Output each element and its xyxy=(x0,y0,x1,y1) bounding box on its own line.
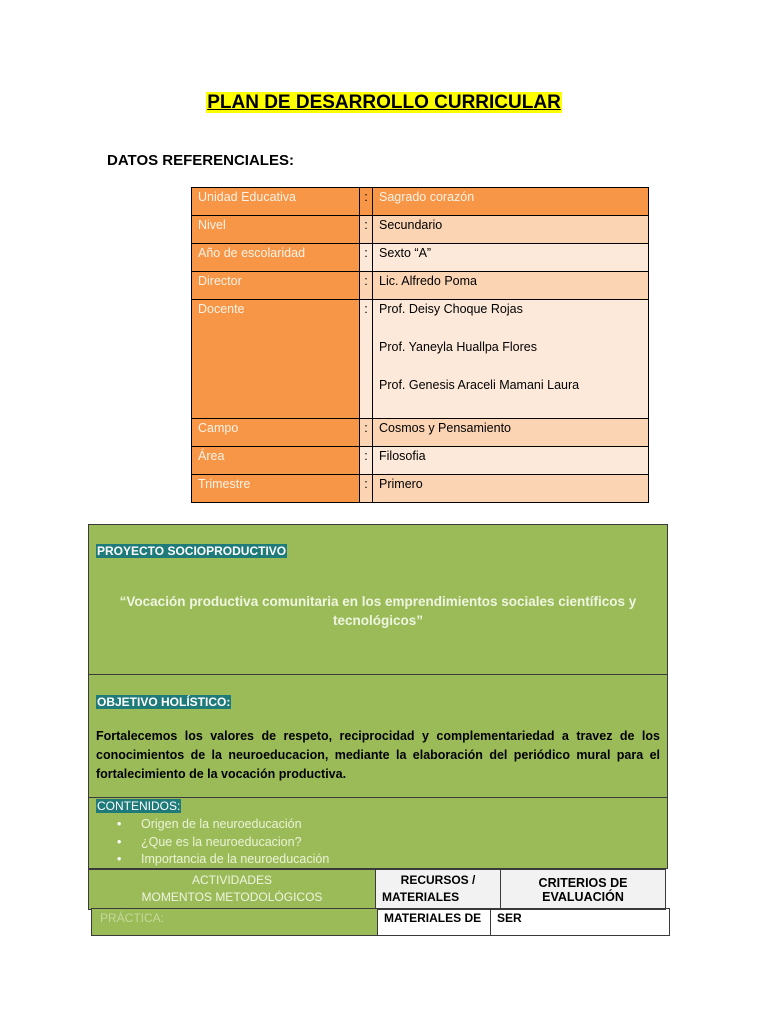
header-recursos-line2: MATERIALES xyxy=(382,890,460,904)
row-nivel xyxy=(192,216,649,244)
row-unidad-educativa xyxy=(192,188,649,216)
cell-practica: PRÁCTICA: xyxy=(92,909,378,936)
proyecto-label: PROYECTO SOCIOPRODUCTIVO xyxy=(97,544,287,558)
proyecto-text: “Vocación productiva comunitaria en los emprendimientos sociales científicos y tecnológicos” xyxy=(119,594,637,628)
document-title: PLAN DE DESARROLLO CURRICULAR xyxy=(207,92,561,113)
row-director xyxy=(192,272,649,300)
value-director: Lic. Alfredo Poma xyxy=(373,272,649,300)
cell-ser: SER xyxy=(491,909,670,936)
value-nivel: Secundario xyxy=(373,216,649,244)
header-recursos-line1: RECURSOS / xyxy=(400,873,476,887)
contenido-label: ¿Que es la neuroeducacion? xyxy=(141,834,302,849)
header-actividades-line2: MOMENTOS METODOLÓGICOS xyxy=(141,890,323,904)
label-area: Área xyxy=(192,447,360,475)
separator: : xyxy=(360,272,373,300)
contenido-label: Importancia de la neuroeducación xyxy=(141,852,330,866)
docente-name: Prof. Deisy Choque Rojas xyxy=(379,302,523,316)
value-docente-list xyxy=(373,300,649,419)
contenidos-list xyxy=(117,816,329,869)
row-trimestre xyxy=(192,475,649,503)
proyecto-section xyxy=(89,525,667,675)
table-row xyxy=(92,909,670,936)
label-director: Director xyxy=(192,272,360,300)
separator: : xyxy=(360,419,373,447)
actividades-table-header xyxy=(88,869,666,910)
objetivo-label: OBJETIVO HOLÍSTICO: xyxy=(97,695,231,709)
planning-block xyxy=(88,524,668,869)
row-anio-escolaridad xyxy=(192,244,649,272)
label-nivel: Nivel xyxy=(192,216,360,244)
bullet-icon: • xyxy=(117,834,122,849)
separator: : xyxy=(360,300,373,419)
separator: : xyxy=(360,216,373,244)
header-recursos xyxy=(376,870,501,910)
value-trimestre: Primero xyxy=(373,475,649,503)
contenidos-label: CONTENIDOS: xyxy=(97,799,181,813)
separator: : xyxy=(360,447,373,475)
label-docente: Docente xyxy=(192,300,360,419)
row-campo xyxy=(192,419,649,447)
value-area: Filosofia xyxy=(373,447,649,475)
value-unidad-educativa: Sagrado corazón xyxy=(373,188,649,216)
value-anio-escolaridad: Sexto “A” xyxy=(373,244,649,272)
objetivo-section xyxy=(89,675,667,798)
label-unidad-educativa: Unidad Educativa xyxy=(192,188,360,216)
datos-referenciales-table xyxy=(191,187,649,503)
separator: : xyxy=(360,244,373,272)
separator: : xyxy=(360,188,373,216)
objetivo-text: Fortalecemos los valores de respeto, reciprocidad y complementariedad a travez de los conocimientos de la neuroeducacion, mediante la elaboración del periódico mural para el fortalecimiento de la vocación productiva. xyxy=(96,729,660,781)
bullet-icon: • xyxy=(117,852,122,866)
datos-referenciales-label: DATOS REFERENCIALES: xyxy=(107,152,294,169)
actividades-table-body xyxy=(91,908,670,936)
list-item xyxy=(117,834,329,852)
list-item xyxy=(117,851,329,869)
label-anio-escolaridad: Año de escolaridad xyxy=(192,244,360,272)
docente-name: Prof. Genesis Araceli Mamani Laura xyxy=(379,378,580,392)
bullet-icon: • xyxy=(117,817,122,831)
header-actividades xyxy=(89,870,376,910)
label-trimestre: Trimestre xyxy=(192,475,360,503)
row-docente xyxy=(192,300,649,419)
value-campo: Cosmos y Pensamiento xyxy=(373,419,649,447)
contenidos-section xyxy=(89,798,667,868)
label-campo: Campo xyxy=(192,419,360,447)
list-item xyxy=(117,816,329,834)
docente-name: Prof. Yaneyla Huallpa Flores xyxy=(379,340,537,354)
header-actividades-line1: ACTIVIDADES xyxy=(191,873,272,887)
row-area xyxy=(192,447,649,475)
header-criterios: CRITERIOS DE EVALUACIÓN xyxy=(501,870,666,910)
separator: : xyxy=(360,475,373,503)
contenido-label: Origen de la neuroeducación xyxy=(141,817,302,831)
table-header-row xyxy=(89,870,666,910)
document-title-wrap xyxy=(0,92,768,114)
cell-materiales: MATERIALES DE xyxy=(378,909,491,936)
